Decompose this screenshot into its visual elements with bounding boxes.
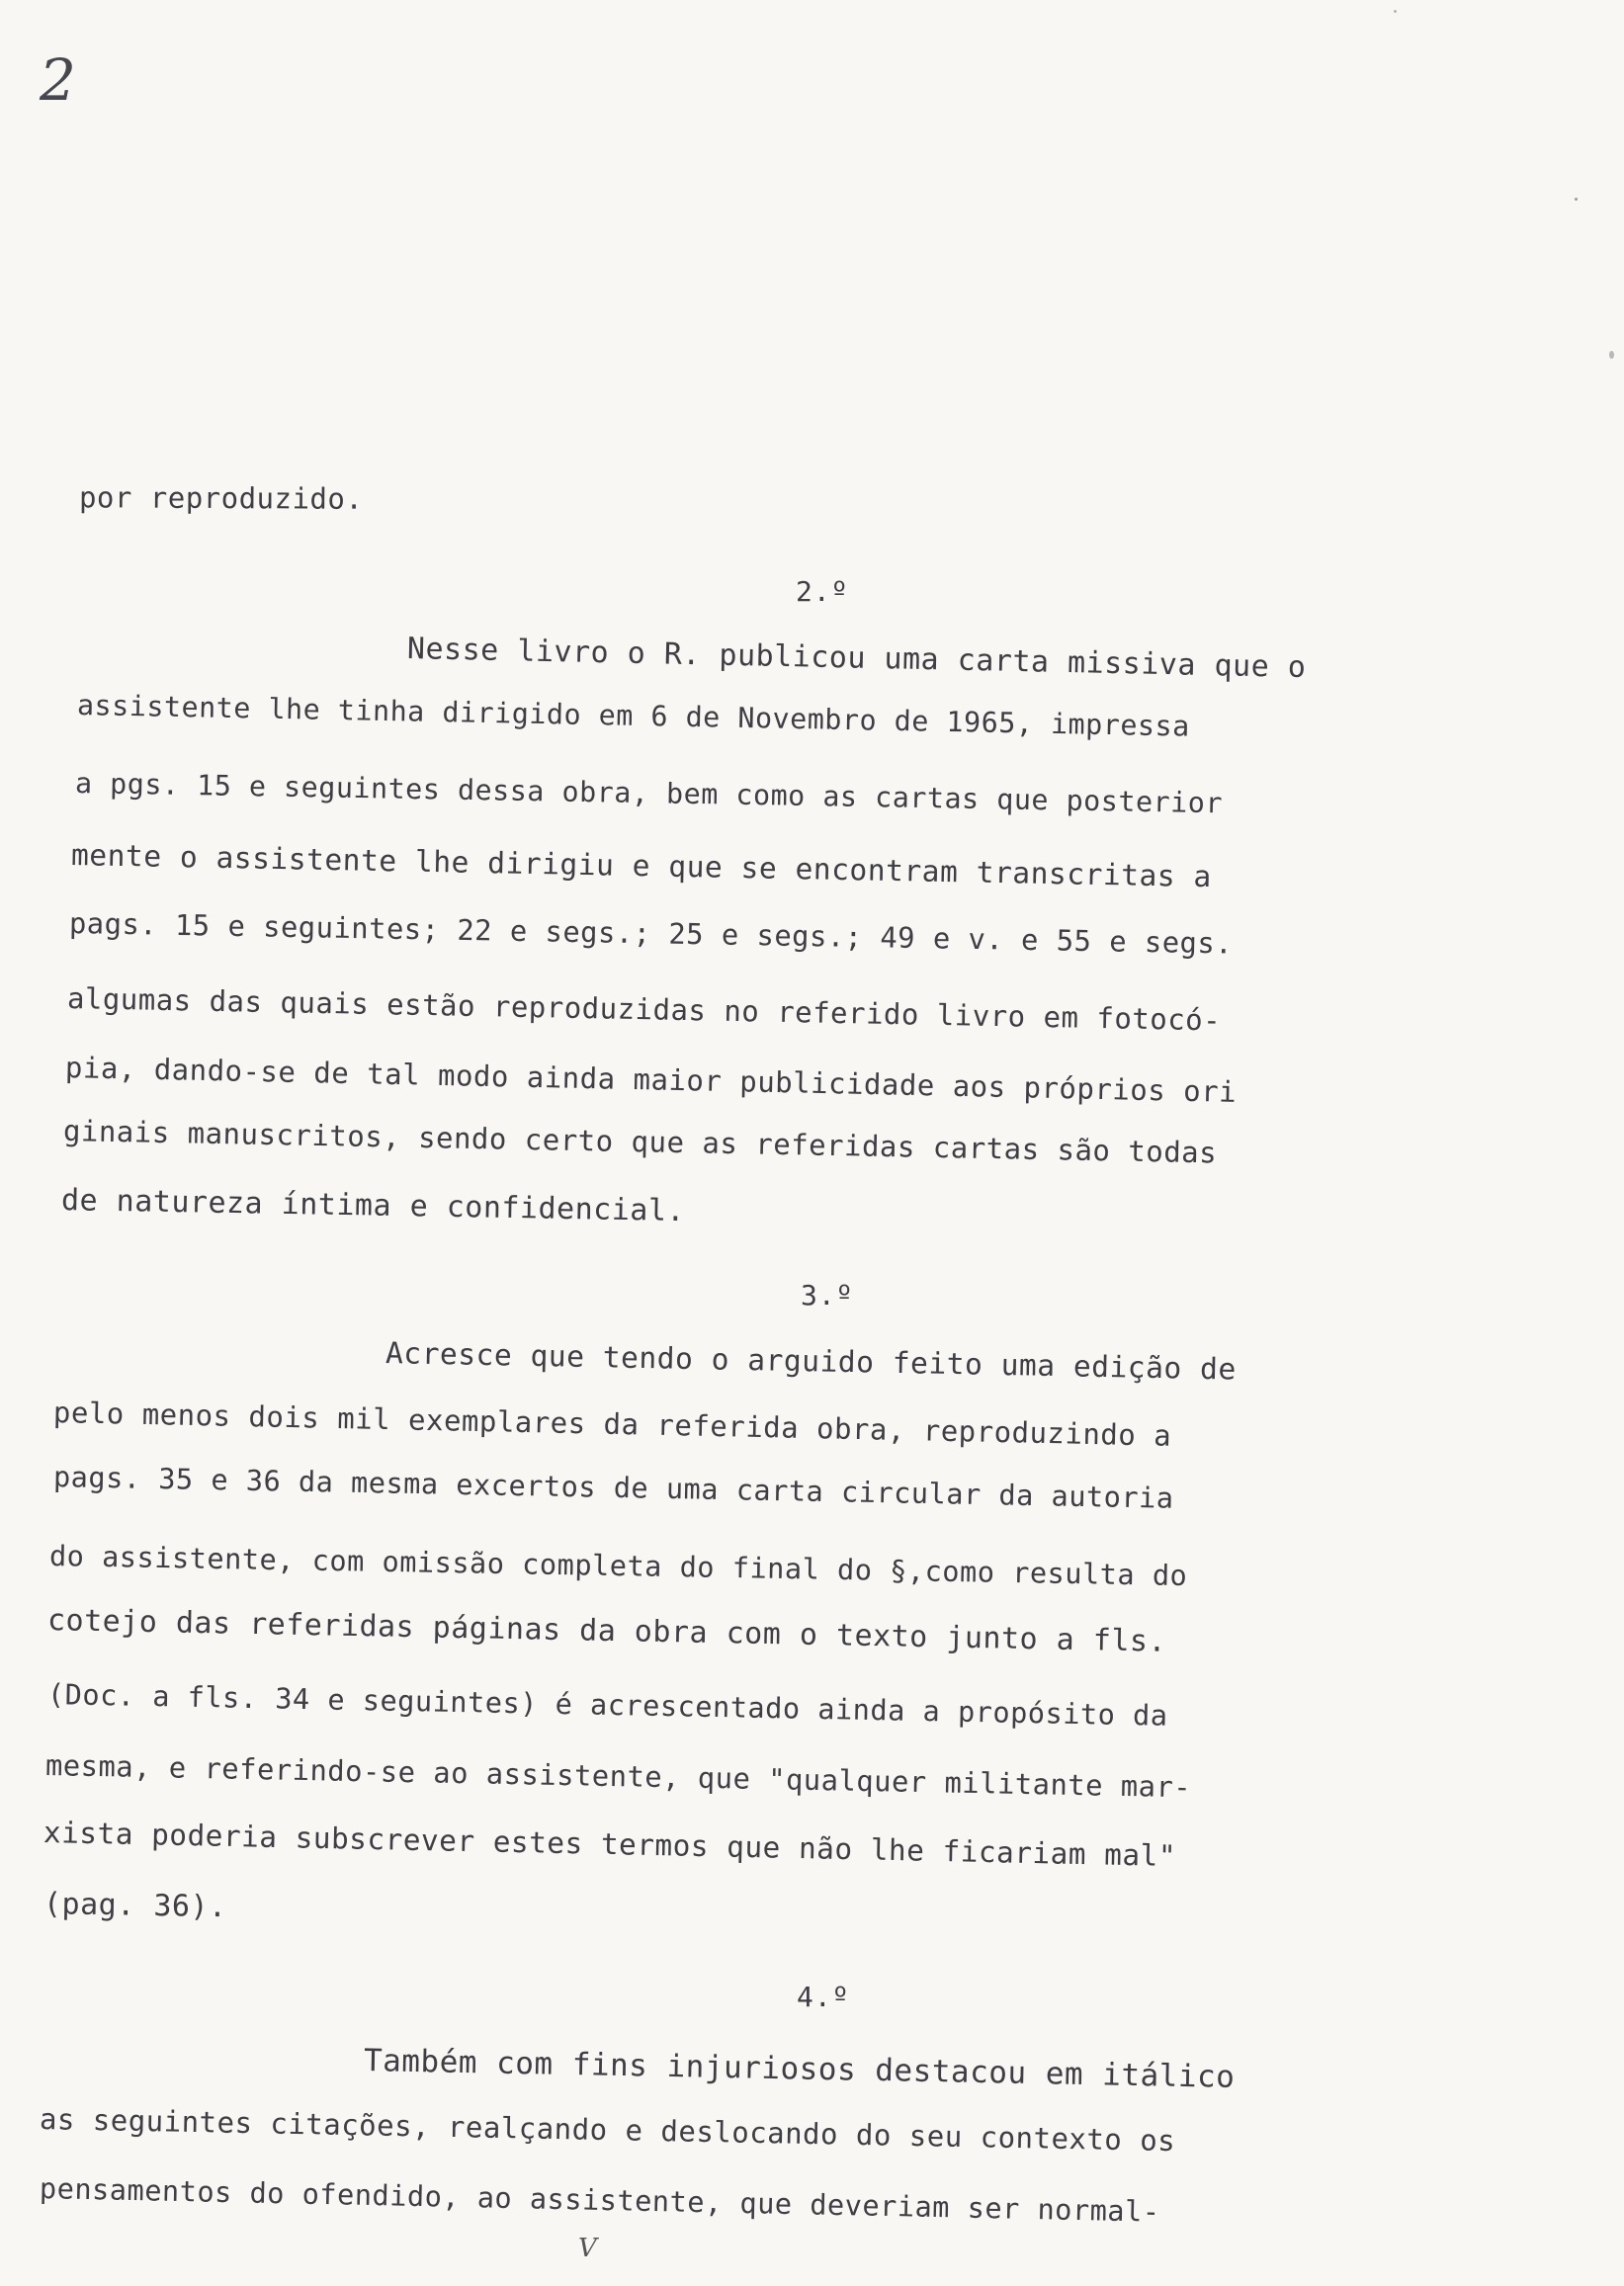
section-heading: 4.º [797,1981,850,2013]
text-line: ginais manuscritos, sendo certo que as referidas cartas são todas [62,1114,1218,1170]
paper-speck [1575,198,1578,201]
handwritten-margin-mark: V [578,2234,597,2263]
text-line: mente o assistente lhe dirigiu e que se encontram transcritas a [70,838,1213,894]
paper-speck [1609,351,1614,359]
text-line: mesma, e referindo-se ao assistente, que "qualquer militante mar- [44,1748,1192,1805]
text-line: pelo menos dois mil exemplares da referida obra, reproduzindo a [52,1396,1172,1453]
text-line: Acresce que tendo o arguido feito uma edição de [385,1336,1238,1387]
text-line: (pag. 36). [43,1887,227,1925]
section-heading: 3.º [801,1279,854,1312]
text-line: xista poderia subscrever estes termos que não lhe ficariam mal" [43,1816,1177,1874]
text-line: pia, dando-se de tal modo ainda maior publicidade aos próprios ori [64,1051,1238,1109]
text-line: pags. 35 e 36 da mesma excertos de uma carta circular da autoria [52,1460,1174,1515]
text-line: a pgs. 15 e seguintes dessa obra, bem como as cartas que posterior [74,767,1224,820]
text-line: por reproduzido. [78,480,364,516]
text-line: pags. 15 e seguintes; 22 e segs.; 25 e segs.; 49 e v. e 55 e segs. [68,906,1234,961]
handwritten-page-number: 2 [40,46,76,114]
section-heading: 2.º [796,575,849,608]
text-line: do assistente, com omissão completa do final do §,como resulta do [48,1539,1188,1593]
text-line: Nesse livro o R. publicou uma carta missiva que o [406,632,1307,686]
text-line: Também com fins injuriosos destacou em itálico [363,2043,1236,2095]
text-line: cotejo das referidas páginas da obra com o texto junto a fls. [46,1603,1167,1659]
text-line: algumas das quais estão reproduzidas no referido livro em fotocó- [66,981,1222,1038]
paper-speck [1394,10,1397,13]
text-line: (Doc. a fls. 34 e seguintes) é acrescentado ainda a propósito da [46,1677,1168,1733]
text-line: pensamentos do ofendido, ao assistente, que deveriam ser normal- [39,2171,1160,2229]
text-line: as seguintes citações, realçando e deslocando do seu contexto os [39,2102,1176,2159]
text-line: assistente lhe tinha dirigido em 6 de Novembro de 1965, impressa [76,689,1191,743]
text-line: de natureza íntima e confidencial. [60,1183,686,1229]
